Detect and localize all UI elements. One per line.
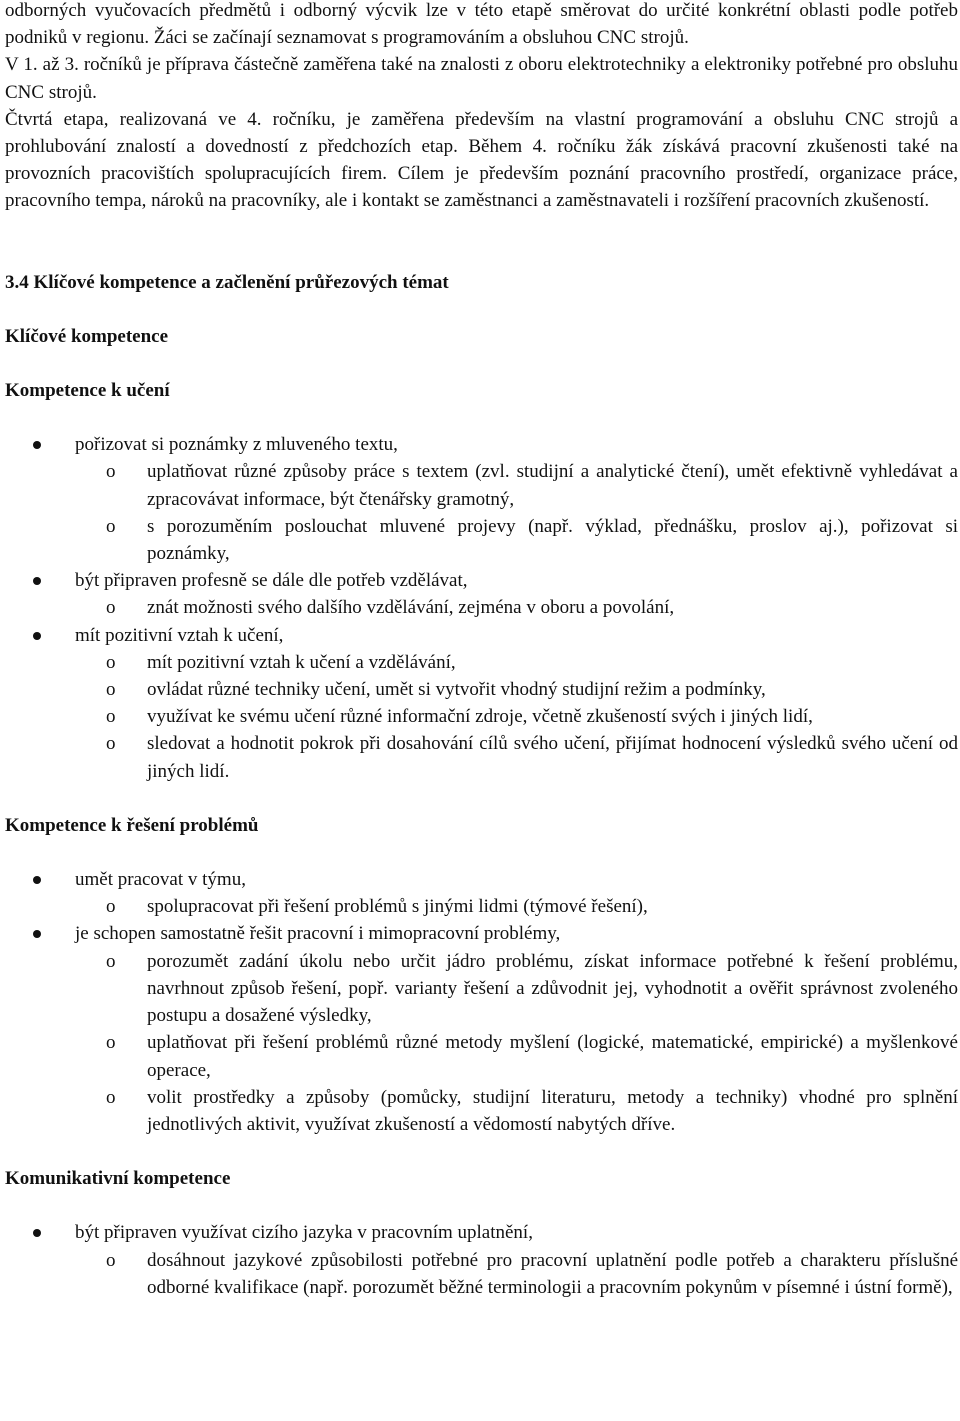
- sub-list-item: o ovládat různé techniky učení, umět si vytvořit vhodný studijní režim a podmínky,: [5, 676, 958, 703]
- list-item: [5, 622, 958, 785]
- sub-list: [5, 649, 958, 785]
- sub-list-item: o znát možnosti svého dalšího vzdělávání, zejména v oboru a povolání,: [5, 594, 958, 621]
- sub-list: [5, 893, 958, 920]
- list-item-text: umět pracovat v týmu,: [75, 869, 246, 891]
- sub-list-item: o dosáhnout jazykové způsobilosti potřebné pro pracovní uplatnění podle potřeb a charakteru příslušné odborné kvalifikace (např. porozumět běžné terminologii a pracovním pokynům v písemné i ústní formě),: [5, 1247, 958, 1301]
- sub-list: [5, 1247, 958, 1301]
- list-item-text: je schopen samostatně řešit pracovní i mimopracovní problémy,: [75, 923, 561, 945]
- sub-list-item: o uplatňovat při řešení problémů různé metody myšlení (logické, matematické, empirické) a myšlenkové operace,: [5, 1029, 958, 1083]
- competence-title: Kompetence k řešení problémů: [5, 814, 259, 836]
- intro-text: [5, 0, 958, 215]
- list-item: [5, 431, 958, 567]
- sub-list: [5, 458, 958, 567]
- sub-list-item: o porozumět zadání úkolu nebo určit jádro problému, získat informace potřebné k řešení problému, navrhnout způsob řešení, popř. varianty řešení a zdůvodnit jej, vyhodnotit a ověřit správnost zvoleného postupu a dosažené výsledky,: [5, 948, 958, 1030]
- intro-paragraph: V 1. až 3. ročníků je příprava částečně zaměřena také na znalosti z oboru elektrotechniky a elektroniky potřebné pro obsluhu CNC strojů.: [5, 54, 958, 103]
- sub-list: [5, 948, 958, 1138]
- sub-list-item: o využívat ke svému učení různé informační zdroje, včetně zkušeností svých i jiných lidí,: [5, 703, 958, 730]
- sub-list-item: o uplatňovat různé způsoby práce s textem (zvl. studijní a analytické čtení), umět efektivně vyhledávat a zpracovávat informace, být čtenářsky gramotný,: [5, 458, 958, 512]
- list-item: [5, 866, 958, 920]
- sub-list-item: o sledovat a hodnotit pokrok při dosahování cílů svého učení, přijímat hodnocení výsledků svého učení od jiných lidí.: [5, 730, 958, 784]
- intro-paragraph: Čtvrtá etapa, realizovaná ve 4. ročníku, je zaměřena především na vlastní programování a obsluhu CNC strojů a prohlubování znalostí a dovedností z předchozích etap. Během 4. ročníku žák získává pracovní zkušenosti také na provozních pracovištích spolupracujících firem. Cílem je především poznání pracovního prostředí, organizace práce, pracovního tempa, nároků na pracovníky, ale i kontakt se zaměstnanci a zaměstnavateli i rozšíření pracovních zkušeností.: [5, 108, 958, 212]
- list-item: [5, 567, 958, 621]
- sub-list-item: o volit prostředky a způsoby (pomůcky, studijní literaturu, metody a techniky) vhodné pro splnění jednotlivých aktivit, využívat zkušeností a vědomostí nabytých dříve.: [5, 1084, 958, 1138]
- competences-list: [5, 377, 958, 1301]
- bullet-list: [5, 431, 958, 785]
- document-page: [5, 0, 958, 1301]
- list-item: [5, 1219, 958, 1301]
- competence-title: Komunikativní kompetence: [5, 1168, 231, 1190]
- list-item: [5, 920, 958, 1138]
- list-item-text: pořizovat si poznámky z mluveného textu,: [75, 434, 398, 456]
- list-item-text: být připraven profesně se dále dle potřeb vzdělávat,: [75, 570, 468, 592]
- sub-list-item: o spolupracovat při řešení problémů s jinými lidmi (týmové řešení),: [5, 893, 958, 920]
- list-item-text: mít pozitivní vztah k učení,: [75, 624, 284, 646]
- competence-title: Kompetence k učení: [5, 380, 170, 402]
- subsection-title: Klíčové kompetence: [5, 325, 169, 347]
- intro-paragraph: odborných vyučovacích předmětů i odborný výcvik lze v této etapě směrovat do určité konkrétní oblasti podle potřeb podniků v regionu. Žáci se začínají seznamovat s programováním a obsluhou CNC strojů.: [5, 0, 958, 49]
- list-item-text: být připraven využívat cizího jazyka v pracovním uplatnění,: [75, 1222, 533, 1244]
- sub-list-item: o s porozuměním poslouchat mluvené projevy (např. výklad, přednášku, proslov aj.), pořizovat si poznámky,: [5, 513, 958, 567]
- bullet-list: [5, 1219, 958, 1301]
- section-title: 3.4 Klíčové kompetence a začlenění průřezových témat: [5, 271, 449, 293]
- bullet-list: [5, 866, 958, 1138]
- sub-list: [5, 594, 958, 621]
- sub-list-item: o mít pozitivní vztah k učení a vzdělávání,: [5, 649, 958, 676]
